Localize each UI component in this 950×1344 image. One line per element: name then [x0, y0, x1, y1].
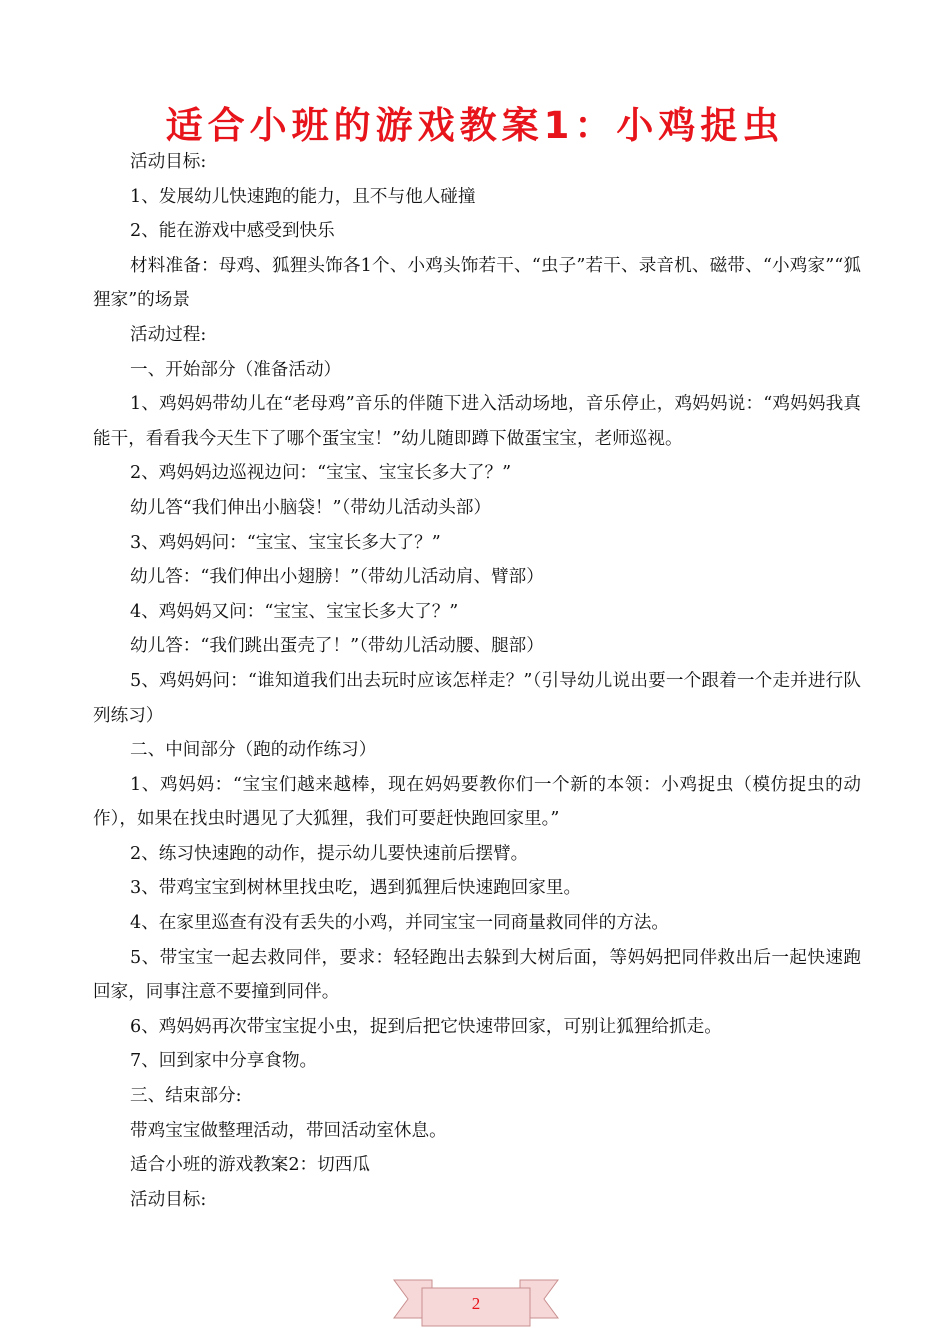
paragraph: 4、在家里巡查有没有丢失的小鸡，并同宝宝一同商量救同伴的方法。 — [130, 913, 670, 934]
paragraph: 活动目标: — [130, 1189, 207, 1210]
paragraph: 4、鸡妈妈又问：“宝宝、宝宝长多大了？” — [130, 601, 459, 622]
paragraph: 适合小班的游戏教案2：切西瓜 — [130, 1155, 370, 1176]
document-body — [93, 145, 861, 1217]
page-number-ribbon — [392, 1272, 560, 1336]
paragraph: 幼儿答“我们伸出小脑袋！”（带幼儿活动头部） — [130, 497, 492, 518]
paragraph: 三、结束部分: — [130, 1086, 242, 1107]
paragraph: 活动目标: — [130, 152, 207, 172]
paragraph: 2、鸡妈妈边巡视边问：“宝宝、宝宝长多大了？” — [130, 463, 512, 484]
page-number: 2 — [471, 1294, 481, 1313]
paragraph: 活动过程: — [130, 324, 207, 345]
paragraph: 幼儿答：“我们伸出小翅膀！”（带幼儿活动肩、臂部） — [130, 567, 544, 588]
paragraph: 2、练习快速跑的动作，提示幼儿要快速前后摆臂。 — [130, 843, 529, 864]
paragraph: 幼儿答：“我们跳出蛋壳了！”（带幼儿活动腰、腿部） — [130, 636, 544, 657]
paragraph: 2、能在游戏中感受到快乐 — [130, 221, 335, 242]
paragraph: 1、鸡妈妈带幼儿在“老母鸡”音乐的伴随下进入活动场地，音乐停止，鸡妈妈说：“鸡妈妈我真能干，看看我今天生下了哪个蛋宝宝！”幼儿随即蹲下做蛋宝宝，老师巡视。 — [93, 394, 861, 449]
page-title: 适合小班的游戏教案1：小鸡捉虫 — [165, 104, 785, 147]
paragraph: 1、发展幼儿快速跑的能力，且不与他人碰撞 — [130, 186, 476, 207]
paragraph: 带鸡宝宝做整理活动，带回活动室休息。 — [130, 1120, 447, 1141]
paragraph: 7、回到家中分享食物。 — [130, 1051, 318, 1072]
paragraph: 5、鸡妈妈问：“谁知道我们出去玩时应该怎样走？”（引导幼儿说出要一个跟着一个走并进行队列练习） — [93, 670, 861, 726]
paragraph: 3、鸡妈妈问：“宝宝、宝宝长多大了？” — [130, 532, 441, 553]
paragraph: 材料准备：母鸡、狐狸头饰各1个、小鸡头饰若干、“虫子”若干、录音机、磁带、“小鸡家”“狐狸家”的场景 — [93, 255, 861, 311]
paragraph: 二、中间部分（跑的动作练习） — [130, 740, 377, 761]
paragraph: 1、鸡妈妈：“宝宝们越来越棒，现在妈妈要教你们一个新的本领：小鸡捉虫（模仿捉虫的动作），如果在找虫时遇见了大狐狸，我们可要赶快跑回家里。” — [93, 774, 861, 830]
paragraph: 5、带宝宝一起去救同伴，要求：轻轻跑出去躲到大树后面，等妈妈把同伴救出后一起快速跑回家，同事注意不要撞到同伴。 — [93, 947, 861, 1003]
paragraph: 3、带鸡宝宝到树林里找虫吃，遇到狐狸后快速跑回家里。 — [130, 878, 582, 899]
paragraph: 一、开始部分（准备活动） — [130, 359, 342, 380]
paragraph: 6、鸡妈妈再次带宝宝捉小虫，捉到后把它快速带回家，可别让狐狸给抓走。 — [130, 1016, 722, 1037]
